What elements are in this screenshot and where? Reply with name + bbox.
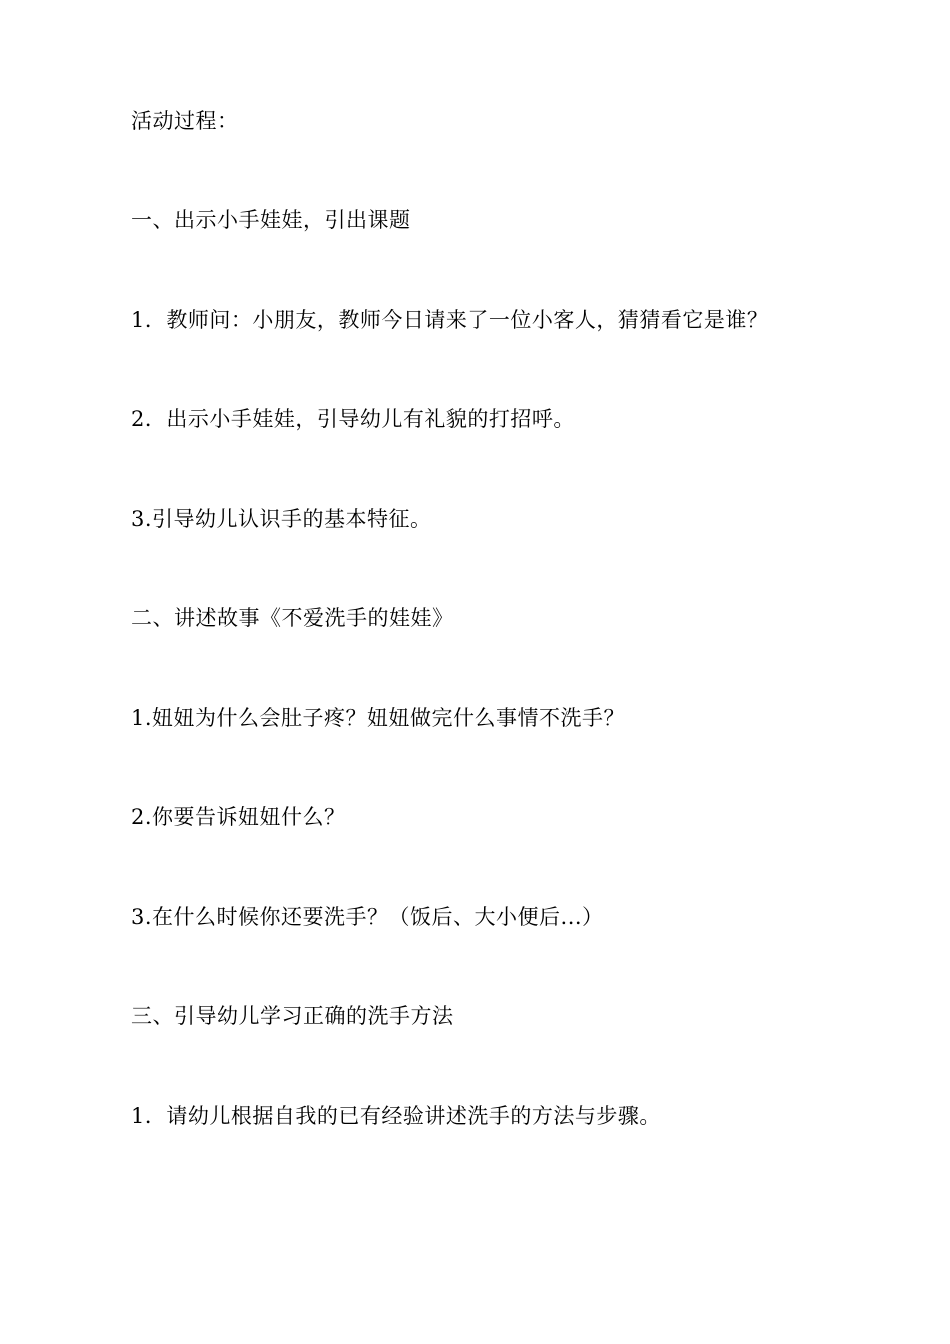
section-heading-activity-process: 活动过程： bbox=[131, 109, 239, 133]
paragraph-1-1: 1．教师问：小朋友，教师今日请来了一位小客人，猜猜看它是谁？ bbox=[131, 308, 769, 332]
paragraph-2-1: 1.妞妞为什么会肚子疼？妞妞做完什么事情不洗手？ bbox=[131, 706, 626, 730]
paragraph-1-3: 3.引导幼儿认识手的基本特征。 bbox=[131, 507, 432, 531]
section-heading-2: 二、讲述故事《不爱洗手的娃娃》 bbox=[131, 606, 454, 630]
section-heading-1: 一、出示小手娃娃，引出课题 bbox=[131, 208, 411, 232]
paragraph-2-3: 3.在什么时候你还要洗手？（饭后、大小便后...） bbox=[131, 905, 604, 929]
section-heading-3: 三、引导幼儿学习正确的洗手方法 bbox=[131, 1004, 454, 1028]
paragraph-2-2: 2.你要告诉妞妞什么？ bbox=[131, 805, 346, 829]
paragraph-1-2: 2．出示小手娃娃，引导幼儿有礼貌的打招呼。 bbox=[131, 407, 575, 431]
paragraph-3-1: 1．请幼儿根据自我的已有经验讲述洗手的方法与步骤。 bbox=[131, 1104, 661, 1128]
